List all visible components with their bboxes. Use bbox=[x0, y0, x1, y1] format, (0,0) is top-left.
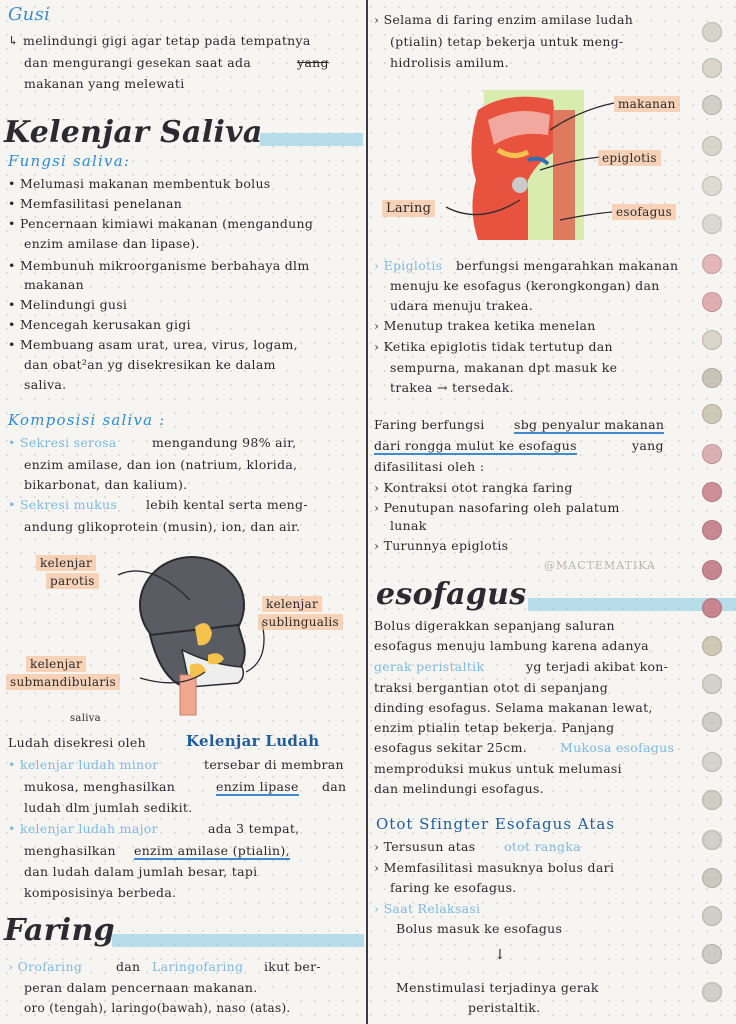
saat-relaksasi-term: › Saat Relaksasi bbox=[374, 901, 481, 916]
binder-hole bbox=[702, 982, 722, 1002]
fungsi-line: enzim amilase dan lipase). bbox=[24, 236, 200, 251]
otot-text: Menstimulasi terjadinya gerak bbox=[396, 980, 599, 995]
esofagus-text: enzim ptialin tetap bekerja. Panjang bbox=[374, 720, 615, 735]
esofagus-text: dinding esofagus. Selama makanan lewat, bbox=[374, 700, 653, 715]
binder-hole bbox=[702, 830, 722, 850]
binder-hole bbox=[702, 292, 722, 312]
faring-fungsi-text: › Kontraksi otot rangka faring bbox=[374, 480, 573, 495]
binder-hole bbox=[702, 136, 722, 156]
label-laring: Laring bbox=[382, 200, 435, 217]
label-makanan: makanan bbox=[614, 96, 680, 112]
fungsi-saliva-subtitle: Fungsi saliva: bbox=[8, 152, 131, 170]
faring-fungsi-text: Faring berfungsi bbox=[374, 417, 485, 432]
binder-hole bbox=[702, 868, 722, 888]
komposisi-saliva-subtitle: Komposisi saliva : bbox=[8, 411, 166, 429]
esofagus-text: esofagus menuju lambung karena adanya bbox=[374, 638, 649, 653]
gusi-title: Gusi bbox=[8, 4, 51, 25]
ludah-major-text: ada 3 tempat, bbox=[208, 821, 300, 836]
esofagus-text: dan melindungi esofagus. bbox=[374, 781, 544, 796]
otot-text: › Memfasilitasi masuknya bolus dari bbox=[374, 860, 615, 875]
binder-hole bbox=[702, 560, 722, 580]
intro-line: hidrolisis amilum. bbox=[390, 55, 509, 70]
fungsi-line: dan obat²an yg disekresikan ke dalam bbox=[24, 357, 276, 372]
faring-fungsi-text: yang bbox=[632, 438, 664, 453]
ludah-major-text: dan ludah dalam jumlah besar, tapi bbox=[24, 864, 258, 879]
gusi-line-3: makanan yang melewati bbox=[24, 76, 185, 91]
epiglotis-text: trakea → tersedak. bbox=[390, 380, 514, 395]
esofagus-title: esofagus bbox=[376, 577, 527, 612]
esofagus-text: Bolus digerakkan sepanjang saluran bbox=[374, 618, 615, 633]
fungsi-line: • Melumasi makanan membentuk bolus bbox=[8, 176, 271, 191]
gusi-line-2: dan mengurangi gesekan saat ada bbox=[24, 55, 252, 70]
epiglotis-text: › Ketika epiglotis tidak tertutup dan bbox=[374, 339, 613, 354]
binder-hole bbox=[702, 520, 722, 540]
label-submandibularis-1: kelenjar bbox=[26, 656, 86, 672]
sekresi-mukus-term: • Sekresi mukus bbox=[8, 497, 118, 512]
epiglotis-term: › Epiglotis bbox=[374, 258, 443, 273]
fungsi-line: saliva. bbox=[24, 377, 67, 392]
epiglotis-text: › Menutup trakea ketika menelan bbox=[374, 318, 596, 333]
komposisi-text: mengandung 98% air, bbox=[152, 435, 297, 450]
fungsi-line: • Membuang asam urat, urea, virus, logam, bbox=[8, 337, 298, 352]
binder-hole bbox=[702, 330, 722, 350]
fungsi-line: • Memfasilitasi penelanan bbox=[8, 196, 183, 211]
intro-line: (ptialin) tetap bekerja untuk meng- bbox=[390, 34, 624, 49]
otot-text: Bolus masuk ke esofagus bbox=[396, 921, 563, 936]
label-epiglotis: epiglotis bbox=[598, 150, 661, 166]
fungsi-line: • Melindungi gusi bbox=[8, 297, 128, 312]
watermark: @MACTEMATIKA bbox=[544, 559, 656, 572]
esofagus-text: yg terjadi akibat kon- bbox=[526, 659, 669, 674]
binder-hole bbox=[702, 944, 722, 964]
faring-fungsi-text: difasilitasi oleh : bbox=[374, 459, 485, 474]
otot-text: peristaltik. bbox=[468, 1000, 541, 1015]
penyalur-makanan-term: sbg penyalur makanan bbox=[514, 417, 665, 432]
binder-hole bbox=[702, 906, 722, 926]
ludah-minor-text: tersebar di membran bbox=[204, 757, 344, 772]
otot-text: faring ke esofagus. bbox=[390, 880, 517, 895]
binder-hole bbox=[702, 176, 722, 196]
label-parotis-2: parotis bbox=[46, 573, 99, 589]
label-esofagus: esofagus bbox=[612, 204, 676, 220]
label-submandibularis-2: submandibularis bbox=[6, 674, 120, 690]
esofagus-text: esofagus sekitar 25cm. bbox=[374, 740, 527, 755]
otot-sfingter-title: Otot Sfingter Esofagus Atas bbox=[376, 815, 616, 833]
mukosa-esofagus-term: Mukosa esofagus bbox=[560, 740, 675, 755]
sekresi-serosa-term: • Sekresi serosa bbox=[8, 435, 117, 450]
faring-title-highlight bbox=[112, 934, 364, 947]
binder-hole bbox=[702, 254, 722, 274]
faring-title: Faring bbox=[4, 913, 115, 948]
esofagus-text: memproduksi mukus untuk melumasi bbox=[374, 761, 622, 776]
komposisi-text: enzim amilase, dan ion (natrium, klorida, bbox=[24, 457, 298, 472]
binder-hole bbox=[702, 95, 722, 115]
binder-hole bbox=[702, 58, 722, 78]
binder-hole bbox=[702, 752, 722, 772]
binder-hole bbox=[702, 712, 722, 732]
ludah-major-text: menghasilkan bbox=[24, 843, 116, 858]
ludah-major-term: • kelenjar ludah major bbox=[8, 821, 158, 836]
ludah-minor-text: ludah dlm jumlah sedikit. bbox=[24, 800, 193, 815]
fungsi-line: • Membunuh mikroorganisme berbahaya dlm bbox=[8, 258, 310, 273]
epiglotis-text: menuju ke esofagus (kerongkongan) dan bbox=[390, 278, 660, 293]
kelenjar-ludah-term: Kelenjar Ludah bbox=[186, 732, 320, 750]
label-parotis-1: kelenjar bbox=[36, 555, 96, 571]
esofagus-text: traksi bergantian otot di sepanjang bbox=[374, 680, 609, 695]
fungsi-line: • Mencegah kerusakan gigi bbox=[8, 317, 191, 332]
otot-rangka-term: otot rangka bbox=[504, 839, 581, 854]
saliva-annotation: saliva bbox=[70, 713, 101, 724]
binder-hole bbox=[702, 368, 722, 388]
binder-hole bbox=[702, 598, 722, 618]
faring-text: ikut ber- bbox=[264, 959, 321, 974]
binder-hole bbox=[702, 404, 722, 424]
faring-fungsi-text: lunak bbox=[390, 518, 427, 533]
binder-hole bbox=[702, 636, 722, 656]
gusi-crossed-word: yang bbox=[297, 55, 329, 70]
binder-hole bbox=[702, 482, 722, 502]
epiglotis-text: berfungsi mengarahkan makanan bbox=[456, 258, 679, 273]
komposisi-text: andung glikoprotein (musin), ion, dan air. bbox=[24, 519, 301, 534]
down-arrow: ↓ bbox=[494, 947, 507, 963]
binder-hole bbox=[702, 790, 722, 810]
ludah-line: Ludah disekresi oleh bbox=[8, 735, 146, 750]
binder-hole bbox=[702, 674, 722, 694]
kelenjar-saliva-title: Kelenjar Saliva bbox=[4, 115, 263, 150]
faring-text: peran dalam pencernaan makanan. bbox=[24, 980, 258, 995]
label-sublingualis-1: kelenjar bbox=[262, 596, 322, 612]
faring-fungsi-text: › Penutupan nasofaring oleh palatum bbox=[374, 500, 620, 515]
label-sublingualis-2: sublingualis bbox=[258, 614, 343, 630]
ludah-minor-text: mukosa, menghasilkan bbox=[24, 779, 176, 794]
laringofaring-term: Laringofaring bbox=[152, 959, 244, 974]
intro-line: › Selama di faring enzim amilase ludah bbox=[374, 12, 634, 27]
gusi-line-1: ↳ melindungi gigi agar tetap pada tempatnya bbox=[8, 33, 311, 48]
komposisi-text: lebih kental serta meng- bbox=[146, 497, 308, 512]
binder-hole bbox=[702, 444, 722, 464]
orofaring-term: › Orofaring bbox=[8, 959, 83, 974]
fungsi-line: makanan bbox=[24, 277, 84, 292]
gerak-peristaltik-term: gerak peristaltik bbox=[374, 659, 485, 674]
binder-hole bbox=[702, 214, 722, 234]
enzim-amilase-term: enzim amilase (ptialin), bbox=[134, 843, 290, 858]
faring-fungsi-text: › Turunnya epiglotis bbox=[374, 538, 509, 553]
faring-text: oro (tengah), laringo(bawah), naso (atas). bbox=[24, 1001, 291, 1015]
faring-text: dan bbox=[116, 959, 141, 974]
fungsi-line: • Pencernaan kimiawi makanan (mengandung bbox=[8, 216, 314, 231]
ludah-minor-term: • kelenjar ludah minor bbox=[8, 757, 159, 772]
enzim-lipase-term: enzim lipase bbox=[216, 779, 299, 794]
binder-hole bbox=[702, 22, 722, 42]
komposisi-text: bikarbonat, dan kalium). bbox=[24, 477, 188, 492]
ludah-major-text: komposisinya berbeda. bbox=[24, 885, 177, 900]
epiglotis-text: udara menuju trakea. bbox=[390, 298, 534, 313]
epiglotis-text: sempurna, makanan dpt masuk ke bbox=[390, 360, 618, 375]
rongga-mulut-term: dari rongga mulut ke esofagus bbox=[374, 438, 577, 453]
ludah-minor-text: dan bbox=[322, 779, 347, 794]
otot-text: › Tersusun atas bbox=[374, 839, 476, 854]
